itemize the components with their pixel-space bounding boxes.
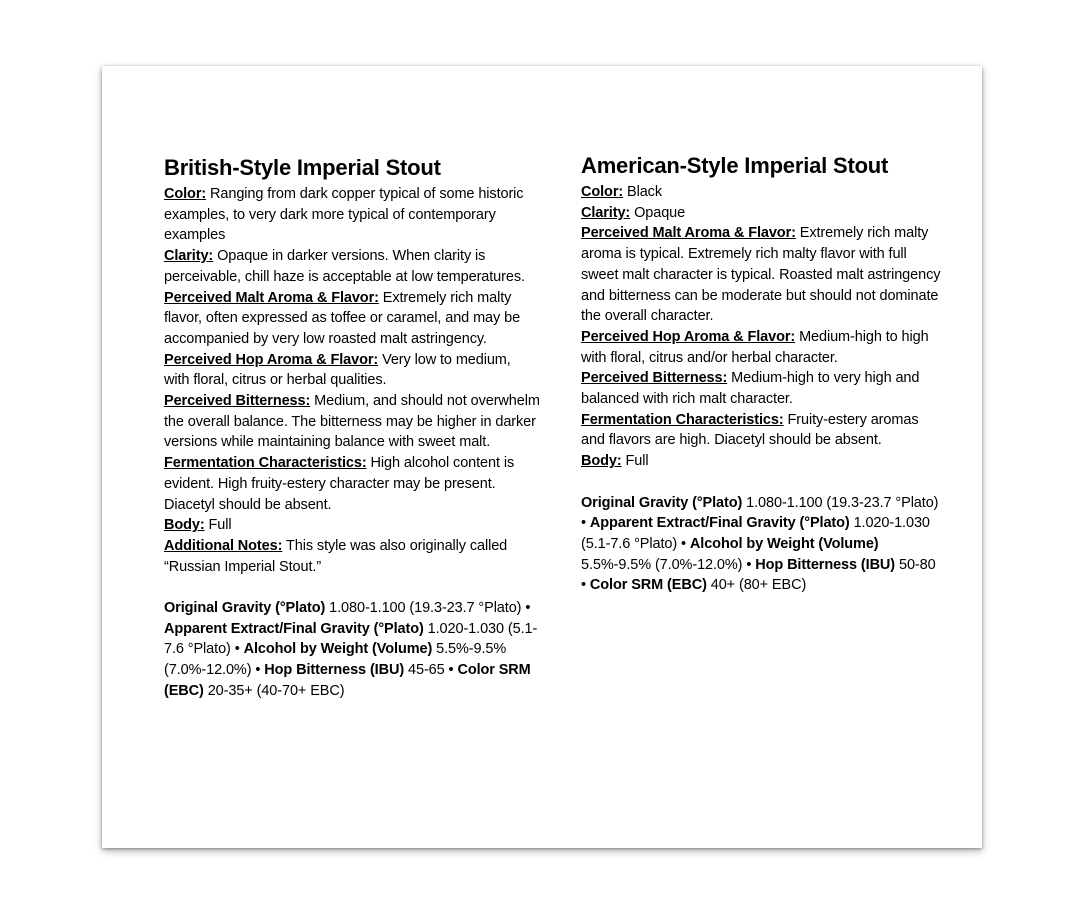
clarity-text: Opaque (630, 204, 686, 221)
srm-value: 20-35+ (40-70+ EBC) (203, 682, 345, 699)
og-value: 1.080-1.100 (19.3-23.7 °Plato) • (581, 494, 939, 532)
british-notes (164, 536, 540, 577)
bitterness-text: Medium-high to very high and balanced with rich malt character. (581, 370, 920, 408)
british-color (164, 184, 540, 246)
notes-label: Additional Notes: (164, 537, 283, 554)
color-label: Color: (164, 186, 207, 202)
american-bitterness (581, 368, 943, 409)
british-stats (164, 598, 540, 702)
malt-label: Perceived Malt Aroma & Flavor: (581, 225, 796, 242)
body-label: Body: (581, 453, 622, 470)
american-stats (581, 493, 943, 597)
american-style-section (581, 150, 943, 596)
ibu-label: Hop Bitterness (IBU) (755, 556, 896, 573)
fermentation-label: Fermentation Characteristics: (581, 411, 784, 428)
srm-value: 40+ (80+ EBC) (706, 577, 807, 594)
hop-text: Very low to medium, with floral, citrus or herbal qualities. (164, 351, 511, 389)
british-style-title: British-Style Imperial Stout (164, 155, 441, 180)
british-fermentation (164, 453, 540, 515)
color-text: Black (623, 184, 662, 200)
clarity-label: Clarity: (581, 204, 631, 221)
british-body (164, 515, 540, 536)
fermentation-text: High alcohol content is evident. High fruity-estery character may be present. Diacetyl should be absent. (164, 455, 515, 513)
british-hop (164, 350, 540, 391)
malt-label: Perceived Malt Aroma & Flavor: (164, 289, 379, 306)
abw-value: 5.5%-9.5% (7.0%-12.0%) • (581, 556, 756, 573)
malt-text: Extremely rich malty aroma is typical. Extremely rich malty flavor with full sweet malt character is typical. Roasted malt astringency and bitterness can be moderate but should not dominate the overall character. (581, 225, 941, 325)
british-malt (164, 288, 540, 350)
british-bitterness (164, 391, 540, 453)
abw-value: 5.5%-9.5% (7.0%-12.0%) • (164, 641, 507, 679)
fermentation-text: Fruity-estery aromas and flavors are high. Diacetyl should be absent. (581, 411, 919, 449)
srm-label: Color SRM (EBC) (589, 577, 707, 594)
malt-text: Extremely rich malty flavor, often expressed as toffee or caramel, and may be accompanied by very low roasted malt astringency. (164, 289, 521, 347)
document-page (102, 66, 982, 848)
clarity-label: Clarity: (164, 248, 214, 265)
clarity-text: Opaque in darker versions. When clarity is perceivable, chill haze is acceptable at low temperatures. (164, 248, 525, 285)
abw-label: Alcohol by Weight (Volume) (689, 535, 879, 552)
fg-value: 1.020-1.030 (5.1-7.6 °Plato) • (164, 620, 538, 658)
bitterness-text: Medium, and should not overwhelm the overall balance. The bitterness may be higher in darker versions while maintaining balance with sweet malt. (164, 393, 540, 451)
og-label: Original Gravity (°Plato) (581, 494, 743, 511)
hop-text: Medium-high to high with floral, citrus and/or herbal character. (581, 328, 929, 366)
color-label: Color: (581, 184, 624, 200)
american-malt (581, 223, 943, 327)
bitterness-label: Perceived Bitterness: (581, 370, 728, 387)
american-hop (581, 327, 943, 368)
og-value: 1.080-1.100 (19.3-23.7 °Plato) • (325, 600, 531, 617)
fg-label: Apparent Extract/Final Gravity (°Plato) (589, 515, 850, 532)
body-label: Body: (164, 517, 205, 534)
american-style-title: American-Style Imperial Stout (581, 153, 889, 178)
american-body (581, 451, 943, 472)
british-style-section (164, 152, 540, 702)
hop-label: Perceived Hop Aroma & Flavor: (581, 328, 796, 345)
american-fermentation (581, 410, 943, 451)
spacer (581, 472, 943, 493)
color-text: Ranging from dark copper typical of some historic examples, to very dark more typical of contemporary examples (164, 186, 524, 244)
notes-text: This style was also originally called “Russian Imperial Stout.” (164, 537, 508, 575)
american-color (581, 182, 943, 203)
og-label: Original Gravity (°Plato) (164, 600, 326, 617)
fermentation-label: Fermentation Characteristics: (164, 455, 367, 472)
srm-label: Color SRM (EBC) (164, 662, 531, 699)
body-text: Full (204, 517, 232, 534)
fg-value: 1.020-1.030 (5.1-7.6 °Plato) • (581, 515, 930, 552)
body-text: Full (621, 453, 649, 470)
spacer (164, 577, 540, 598)
bitterness-label: Perceived Bitterness: (164, 393, 311, 410)
abw-label: Alcohol by Weight (Volume) (243, 641, 433, 658)
fg-label: Apparent Extract/Final Gravity (°Plato) (164, 620, 424, 637)
ibu-label: Hop Bitterness (IBU) (264, 662, 405, 679)
ibu-value: 45-65 • (404, 662, 458, 679)
american-clarity (581, 203, 943, 224)
hop-label: Perceived Hop Aroma & Flavor: (164, 351, 379, 368)
british-clarity (164, 246, 540, 287)
ibu-value: 50-80 • (581, 556, 936, 594)
